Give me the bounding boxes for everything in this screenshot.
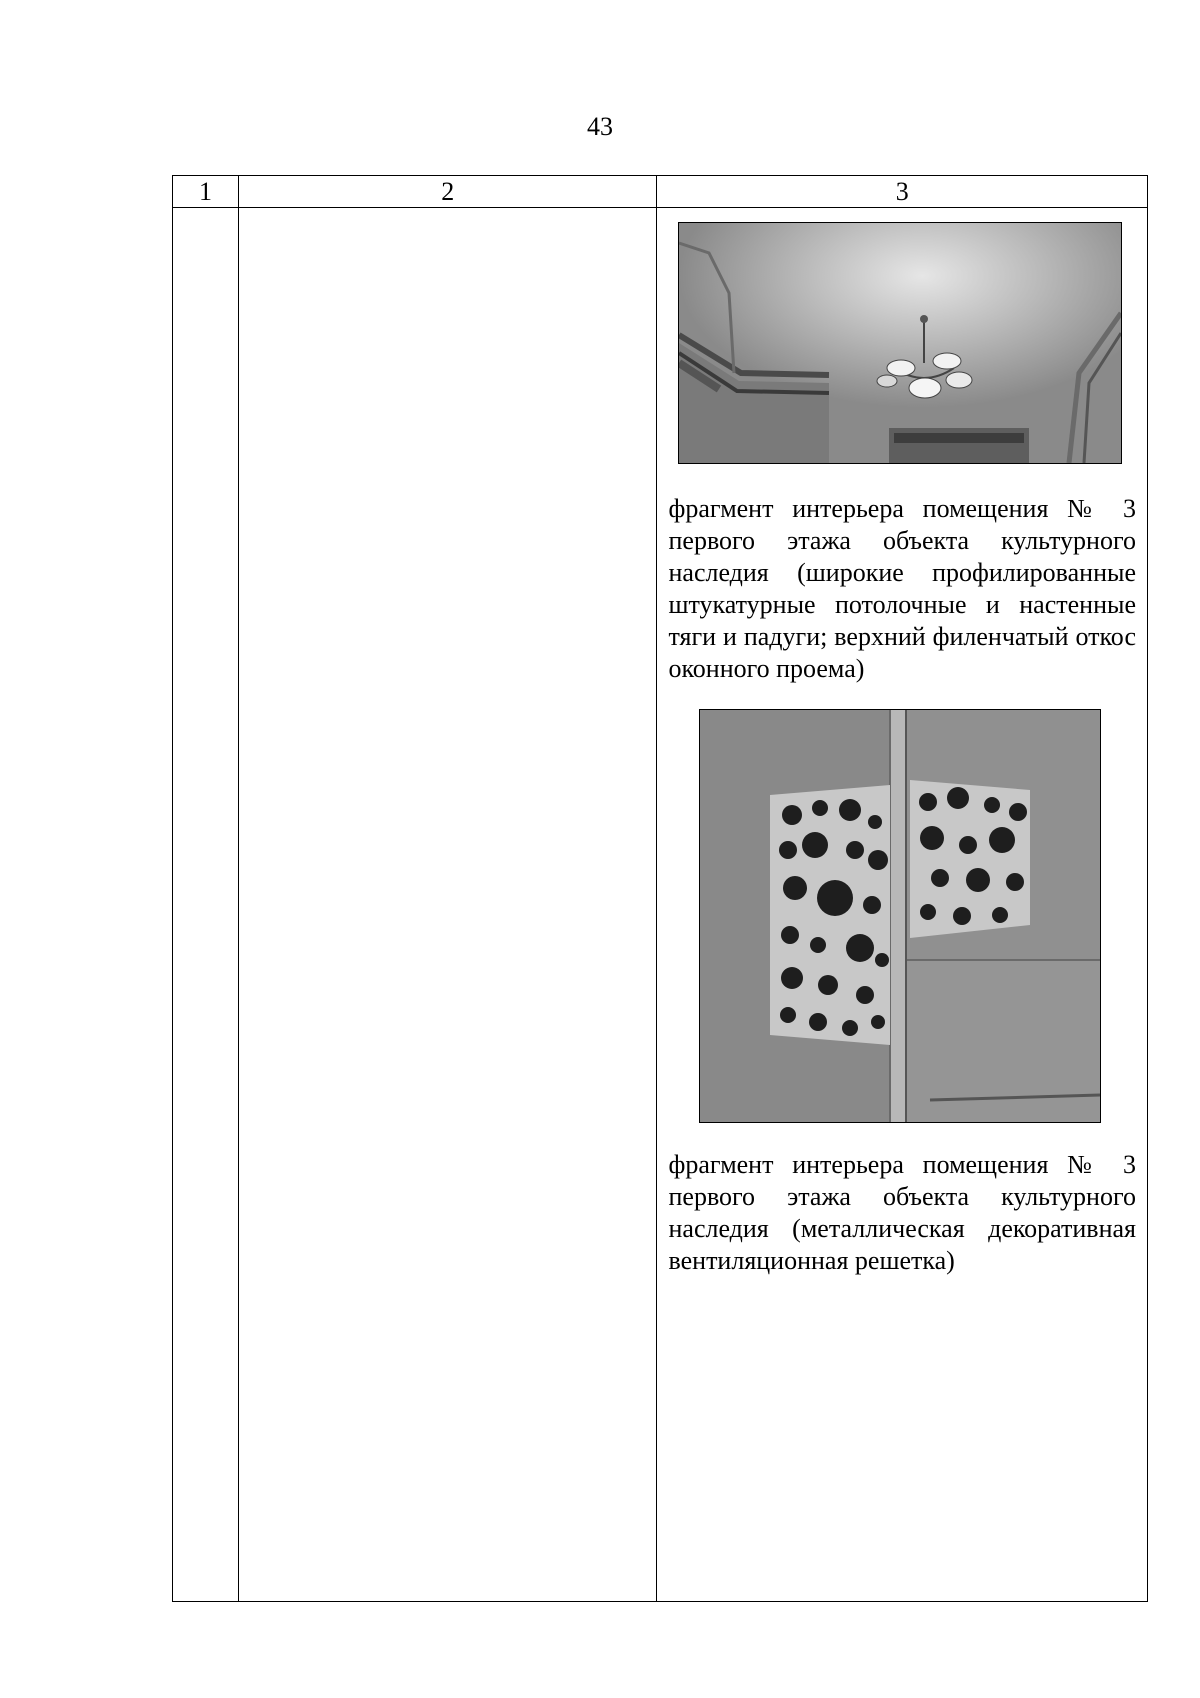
header-col-2: 2 (239, 176, 657, 208)
cell-col-3 (657, 208, 1148, 1602)
cell-col-1 (173, 208, 239, 1602)
page-number: 43 (587, 112, 613, 141)
decorative-ventilation-grille-photo (699, 709, 1101, 1123)
header-row (173, 176, 1148, 208)
header-col-1: 1 (173, 176, 239, 208)
main-table (172, 175, 1148, 1602)
content-row (173, 208, 1148, 1602)
cell-col-2 (239, 208, 657, 1602)
caption-ventilation-grille: фрагмент интерьера помещения № 3 первого этажа объекта культурного наследия (металлическая декоративная вентиляционная решетка) (668, 1150, 1136, 1275)
header-col-3: 3 (657, 176, 1148, 208)
ceiling-chandelier-photo (678, 222, 1122, 464)
caption-ceiling-moldings: фрагмент интерьера помещения № 3 первого этажа объекта культурного наследия (широкие профилированные штукатурные потолочные и настенные тяги и падуги; верхний филенчатый откос оконного проема) (668, 494, 1136, 683)
